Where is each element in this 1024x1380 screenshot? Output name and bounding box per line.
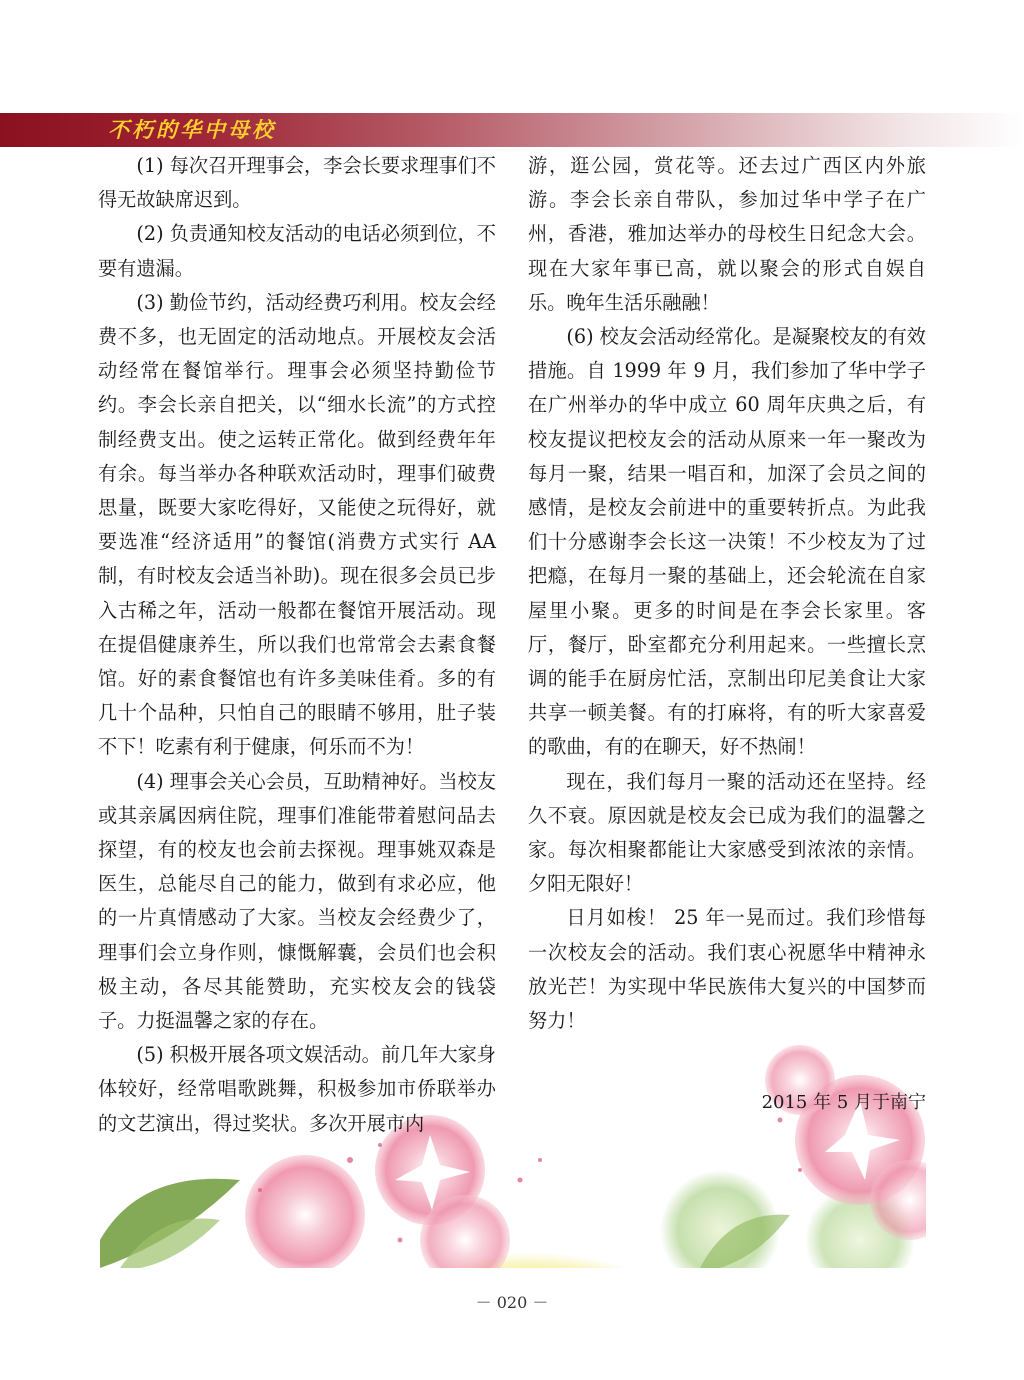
paragraph-4: (4) 理事会关心会员，互助精神好。当校友或其亲属因病住院，理事们准能带着慰问品去探望，有的校友也会前去探视。理事姚双森是医生，总能尽自己的能力，做到有求必应，他的一片真情感动了大家。当校友会经费少了，理事们会立身作则，慷慨解囊，会员们也会积极主动，各尽其能赞助，充实校友会的钱袋子。力挺温馨之家的存在。 — [98, 769, 496, 1033]
paragraph-5: (5) 积极开展各项文娱活动。前几年大家身体较好，经常唱歌跳舞，积极参加市侨联举办的文艺演出，得过奖状。多次开展市内 — [98, 1043, 496, 1135]
page-number: － 020 － — [475, 1293, 549, 1312]
paragraph-2: (2) 负责通知校友活动的电话必须到位，不要有遗漏。 — [98, 222, 496, 280]
paragraph-8: 日月如梭！ 25 年一晃而过。我们珍惜每一次校友会的活动。我们衷心祝愿华中精神永放光芒！为实现中华民族伟大复兴的中国梦而努力！ — [528, 906, 926, 1033]
paragraph-7: 现在，我们每月一聚的活动还在坚持。经久不衰。原因就是校友会已成为我们的温馨之家。每次相聚都能让大家感受到浓浓的亲情。夕阳无限好！ — [528, 769, 926, 896]
right-column — [528, 149, 926, 1038]
page-header-title: 不朽的华中母校 — [108, 118, 276, 142]
paragraph-5-continuation: 游，逛公园，赏花等。还去过广西区内外旅游。李会长亲自带队，参加过华中学子在广州，香港，雅加达举办的母校生日纪念大会。现在大家年事已高，就以聚会的形式自娱自乐。晚年生活乐融融！ — [528, 154, 926, 314]
paragraph-3: (3) 勤俭节约，活动经费巧利用。校友会经费不多，也无固定的活动地点。开展校友会活动经常在餐馆举行。理事会必须坚持勤俭节约。李会长亲自把关，以“细水长流”的方式控制经费支出。使之运转正常化。做到经费年年有余。每当举办各种联欢活动时，理事们破费思量，既要大家吃得好，又能使之玩得好，就要选准“经济适用”的餐馆(消费方式实行 AA 制，有时校友会适当补助)。现在很多会员已步入古稀之年，活动一般都在餐馆开展活动。现在提倡健康养生，所以我们也常常会去素食餐馆。好的素食餐馆也有许多美味佳肴。多的有几十个品种，只怕自己的眼睛不够用，肚子装不下！吃素有利于健康，何乐而不为！ — [98, 290, 496, 759]
paragraph-1: (1) 每次召开理事会，李会长要求理事们不得无故缺席迟到。 — [98, 154, 496, 212]
paragraph-6: (6) 校友会活动经常化。是凝聚校友的有效措施。自 1999 年 9 月，我们参加了华中学子在广州举办的华中成立 60 周年庆典之后，有校友提议把校友会的活动从原来一年一聚改为每月一聚，结果一唱百和，加深了会员之间的感情，是校友会前进中的重要转折点。为此我们十分感谢李会长这一决策！不少校友为了过把瘾，在每月一聚的基础上，还会轮流在自家屋里小聚。更多的时间是在李会长家里。客厅，餐厅，卧室都充分利用起来。一些擅长烹调的能手在厨房忙活，烹制出印尼美食让大家共享一顿美餐。有的打麻将，有的听大家喜爱的歌曲，有的在聊天，好不热闹！ — [528, 325, 926, 759]
signature-date: 2015 年 5 月于南宁 — [761, 1092, 926, 1113]
left-column — [98, 149, 496, 1141]
